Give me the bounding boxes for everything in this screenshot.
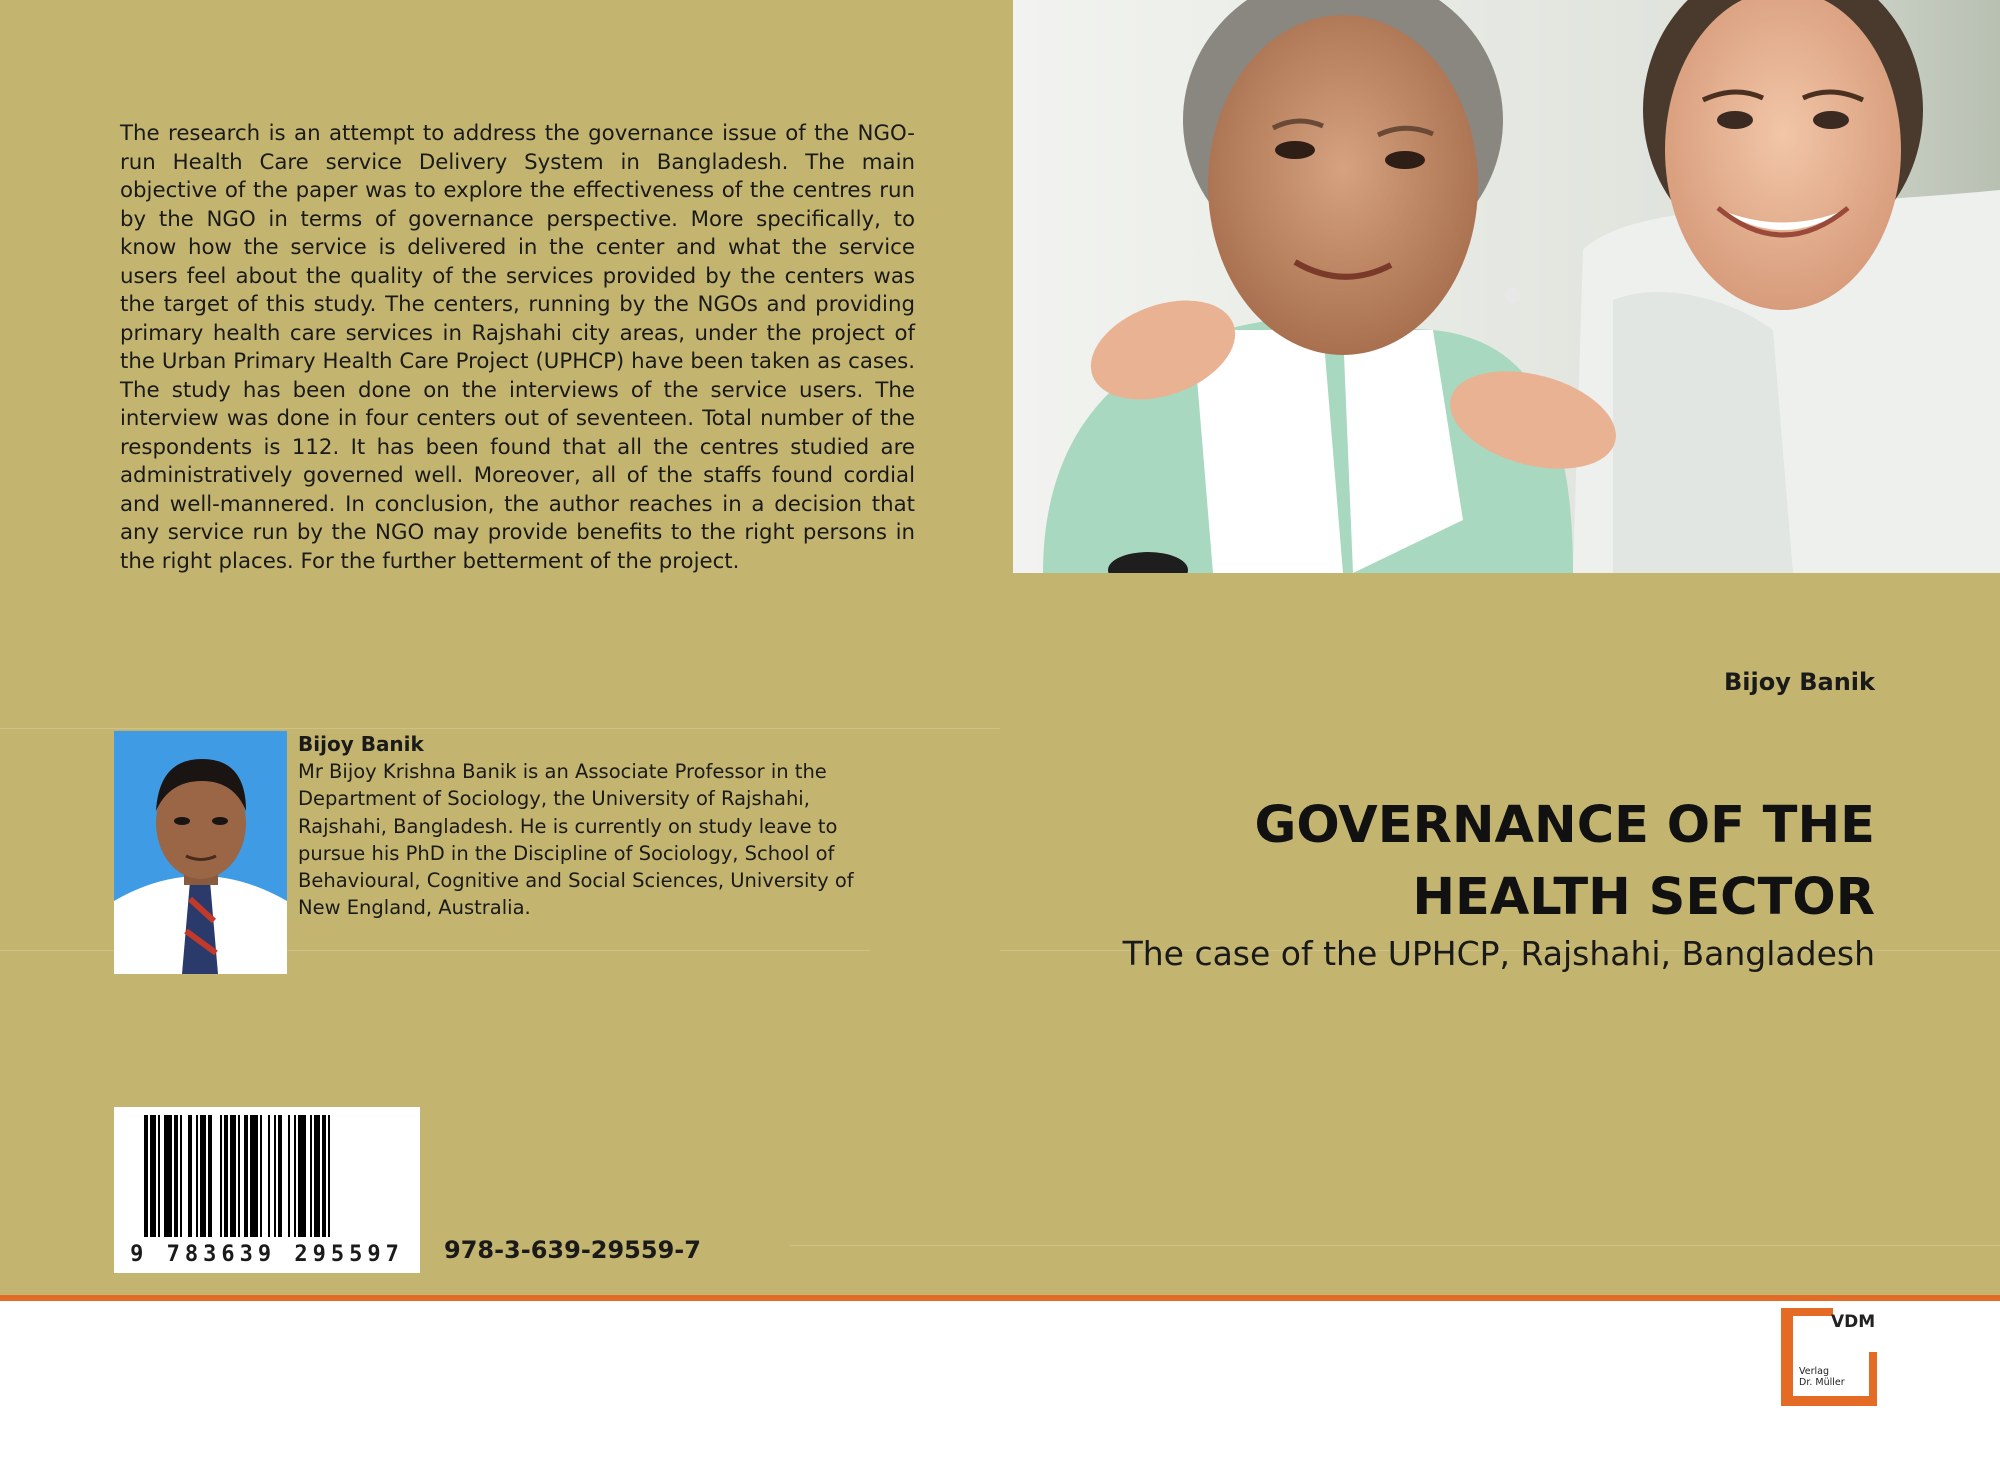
title-line-1: GOVERNANCE OF THE: [1254, 796, 1875, 855]
logo-subtext-line-2: Dr. Müller: [1799, 1377, 1845, 1388]
barcode-bar: [260, 1115, 262, 1237]
abstract-text: The research is an attempt to address the governance issue of the NGO-run Health Care service Delivery System in Bangladesh. The main objective of the paper was to explore the effectiveness of the centres run by the NGO in terms of governance perspective. More specifically, to know how the service is delivered in the center and what the service users feel about the quality of the services provided by the centers was the target of this study. The centers, running by the NGOs and providing primary health care services in Rajshahi city areas, under the project of the Urban Primary Health Care Project (UPHCP) have been taken as cases. The study has been done on the interviews of the service users. The interview was done in four centers out of seventeen. Total number of the respondents is 112. It has been found that all the centres studied are administratively governed well. Moreover, all of the staffs found cordial and well-mannered. In conclusion, the author reaches in a decision that any service run by the NGO may provide benefits to the right persons in the right places. For the further betterment of the project.: [120, 121, 915, 574]
book-title: [975, 790, 1875, 934]
barcode-digits: 9 783639 295597: [130, 1242, 404, 1267]
barcode-bar: [278, 1115, 282, 1237]
barcode-bar: [230, 1115, 236, 1237]
barcode-bar: [224, 1115, 228, 1237]
barcode-bar: [158, 1115, 160, 1237]
barcode-bar: [144, 1115, 148, 1237]
barcode-bar: [200, 1115, 206, 1237]
logo-subtext: [1799, 1366, 1845, 1388]
barcode-bar: [268, 1115, 270, 1237]
cover-photo: [1013, 0, 2000, 573]
barcode-bar: [288, 1115, 290, 1237]
barcode-bar: [294, 1115, 296, 1237]
logo-subtext-line-1: Verlag: [1799, 1366, 1830, 1377]
barcode-bar: [238, 1115, 240, 1237]
barcode-bar: [174, 1115, 178, 1237]
barcode-bar: [322, 1115, 326, 1237]
cover-photo-illustration: [1013, 0, 2000, 573]
divider: [790, 1245, 2000, 1246]
logo-frame: [1869, 1352, 1877, 1406]
author-name-back: Bijoy Banik: [298, 732, 424, 756]
isbn: 978-3-639-29559-7: [444, 1236, 701, 1264]
barcode-bar: [310, 1115, 312, 1237]
barcode-bar: [196, 1115, 198, 1237]
title-line-2: HEALTH SECTOR: [1412, 868, 1875, 927]
barcode-bar: [180, 1115, 182, 1237]
barcode-bar: [220, 1115, 222, 1237]
barcode-bar: [150, 1115, 156, 1237]
divider: [0, 728, 1000, 729]
barcode-bar: [298, 1115, 306, 1237]
bottom-band: [0, 1301, 2000, 1465]
author-bio: Mr Bijoy Krishna Banik is an Associate Professor in the Department of Sociology, the University of Rajshahi, Rajshahi, Bangladesh. He is currently on study leave to pursue his PhD in the Discipline of Sociology, School of Behavioural, Cognitive and Social Sciences, University of New England, Australia.: [298, 760, 854, 920]
barcode-bar: [244, 1115, 248, 1237]
logo-frame: [1781, 1308, 1793, 1406]
barcode-bar: [250, 1115, 258, 1237]
barcode: [114, 1107, 420, 1273]
book-subtitle: The case of the UPHCP, Rajshahi, Bangladesh: [1122, 934, 1875, 973]
barcode-bar: [274, 1115, 276, 1237]
publisher-logo: [1781, 1308, 1877, 1406]
barcode-bar: [208, 1115, 212, 1237]
barcode-bar: [314, 1115, 320, 1237]
author-name-front: Bijoy Banik: [1724, 668, 1875, 696]
author-photo: [114, 731, 287, 974]
barcode-bar: [188, 1115, 192, 1237]
logo-text: VDM: [1831, 1312, 1876, 1332]
author-portrait: [114, 731, 287, 974]
logo-frame: [1781, 1308, 1833, 1316]
barcode-bar: [164, 1115, 172, 1237]
barcode-bar: [328, 1115, 330, 1237]
logo-frame: [1781, 1396, 1877, 1406]
